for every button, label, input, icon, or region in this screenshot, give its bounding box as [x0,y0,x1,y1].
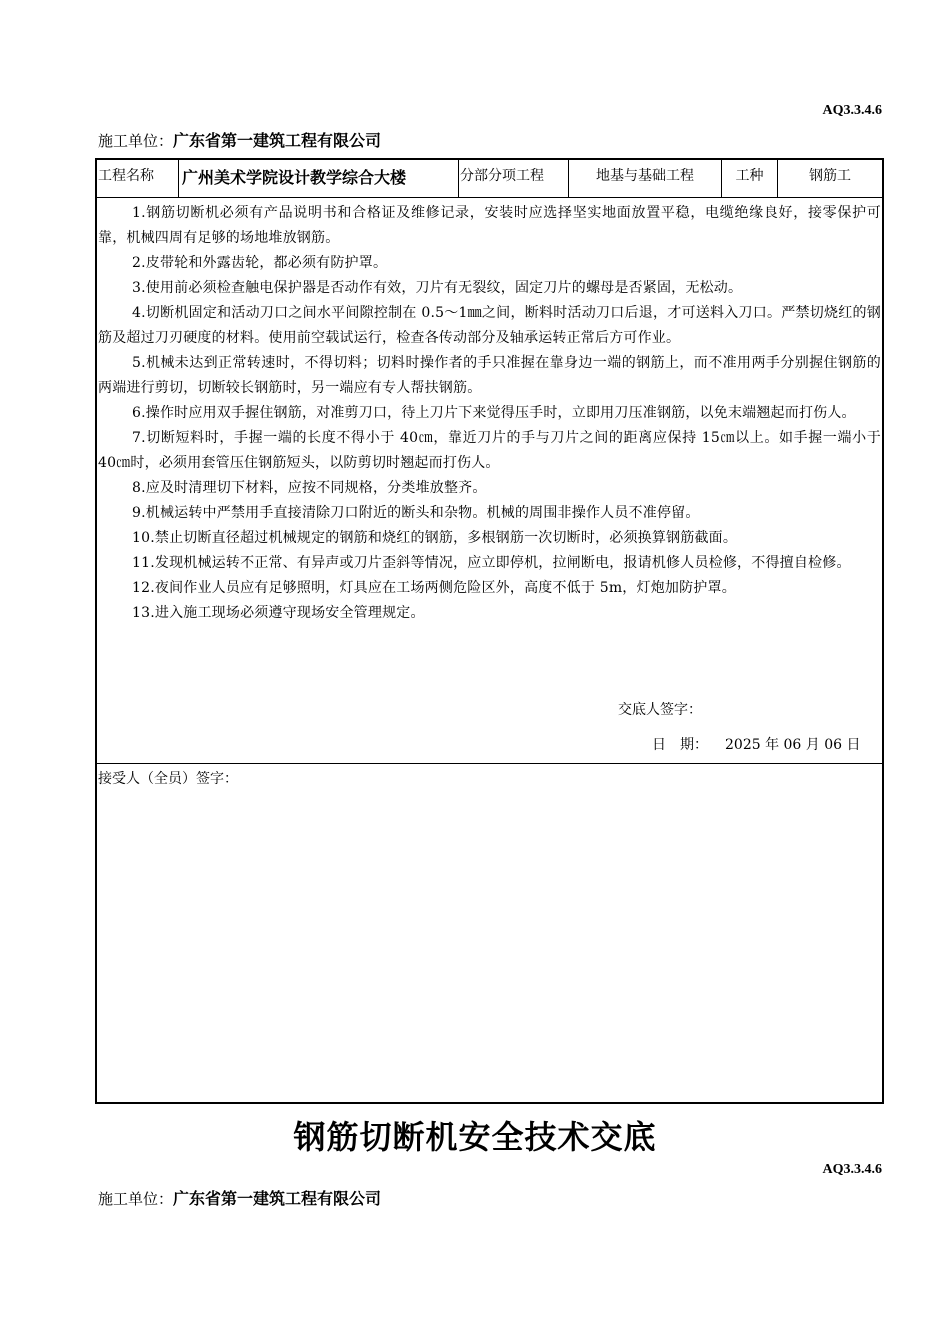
unit-name: 广东省第一建筑工程有限公司 [173,131,382,150]
list-item: 4.切断机固定和活动刀口之间水平间隙控制在 0.5～1㎜之间，断料时活动刀口后退，才可送料入刀口。严禁切烧红的钢筋及超过刀刃硬度的材料。使用前空载试运行，检查各传动部分及轴承运转正常后方可作业。 [98,305,881,346]
list-item: 8.应及时清理切下材料，应按不同规格，分类堆放整齐。 [132,480,487,496]
page-title: 钢筋切断机安全技术交底 [293,1118,657,1156]
document-code: AQ3.3.4.6 [822,103,882,118]
list-item: 3.使用前必须检查触电保护器是否动作有效，刀片有无裂纹，固定刀片的螺母是否紧固，无松动。 [132,280,743,296]
unit-label: 施工单位： [98,132,174,150]
project-label: 工程名称 [97,160,179,197]
trade-value: 钢筋工 [809,168,851,184]
unit-name: 广东省第一建筑工程有限公司 [173,1189,382,1208]
list-item: 5.机械未达到正常转速时，不得切料；切料时操作者的手只准握在靠身边一端的钢筋上，而不准用两手分别握住钢筋的两端进行剪切，切断较长钢筋时，另一端应有专人帮扶钢筋。 [98,355,881,396]
project-name: 广州美术学院设计教学综合大楼 [179,160,459,197]
receiver-signature-label: 接受人（全员）签字： [98,771,238,787]
list-item: 7.切断短料时，手握一端的长度不得小于 40㎝，靠近刀片的手与刀片之间的距离应保持 15㎝以上。如手握一端小于 40㎝时，必须用套管压住钢筋短头，以防剪切时翘起而打伤人。 [98,430,881,471]
list-item: 2.皮带轮和外露齿轮，都必须有防护罩。 [132,255,388,271]
date-label: 日 期： [652,737,708,753]
sub-project-label: 分部分项工程 [459,160,569,197]
trade-label: 工种 [722,160,778,197]
list-item: 13.进入施工现场必须遵守现场安全管理规定。 [132,605,425,621]
construction-unit-bottom [98,1186,381,1209]
list-item: 1.钢筋切断机必须有产品说明书和合格证及维修记录，安装时应选择坚实地面放置平稳，电缆绝缘良好，接零保护可靠，机械四周有足够的场地堆放钢筋。 [98,205,881,246]
construction-unit [98,128,381,151]
list-item: 12.夜间作业人员应有足够照明，灯具应在工场两侧危险区外，高度不低于 5m，灯炮加防护罩。 [132,580,736,596]
disclosure-content [97,198,882,764]
form-header-row [97,160,882,198]
list-item: 10.禁止切断直径超过机械规定的钢筋和烧红的钢筋，多根钢筋一次切断时，必须换算钢筋截面。 [132,530,738,546]
document-code-bottom: AQ3.3.4.6 [822,1162,882,1177]
list-item: 6.操作时应用双手握住钢筋，对准剪刀口，待上刀片下来觉得压手时，立即用刀压准钢筋，以免末端翘起而打伤人。 [132,405,856,421]
disclosure-form [95,158,884,1104]
unit-label: 施工单位： [98,1190,174,1208]
date-value: 2025 年 06 月 06 日 [725,737,861,753]
list-item: 11.发现机械运转不正常、有异声或刀片歪斜等情况，应立即停机，拉闸断电，报请机修人员检修，不得擅自检修。 [132,555,851,571]
signer-label: 交底人签字： [618,702,702,718]
list-item: 9.机械运转中严禁用手直接清除刀口附近的断头和杂物。机械的周围非操作人员不准停留。 [132,505,700,521]
sub-project-value: 地基与基础工程 [569,160,722,197]
